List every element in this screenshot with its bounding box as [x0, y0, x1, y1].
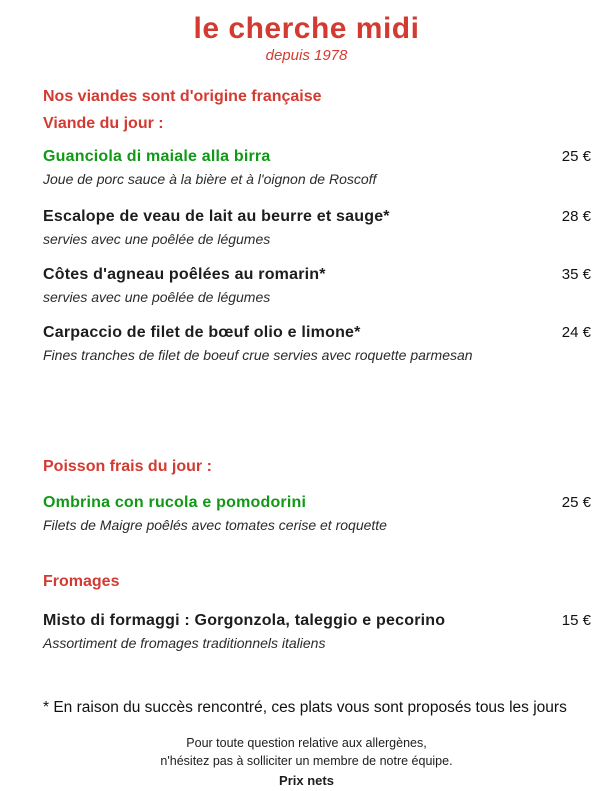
dish-name: Ombrina con rucola e pomodorini — [43, 494, 307, 511]
dish-price: 35 € — [561, 266, 591, 283]
dish-description: Filets de Maigre poêlés avec tomates cerise et roquette — [43, 517, 387, 533]
dish-description: Joue de porc sauce à la bière et à l'oignon de Roscoff — [43, 171, 377, 187]
allergen-note-line-1: Pour toute question relative aux allergènes, — [186, 736, 427, 750]
dish-name: Misto di formaggi : Gorgonzola, taleggio e pecorino — [43, 612, 446, 629]
daily-dishes-footnote: * En raison du succès rencontré, ces plats vous sont proposés tous les jours — [43, 699, 567, 716]
section-heading-viande-du-jour: Viande du jour : — [43, 115, 164, 132]
section-heading-fromages: Fromages — [43, 573, 120, 590]
dish-description: servies avec une poêlée de légumes — [43, 289, 271, 305]
dish-price: 25 € — [561, 494, 591, 511]
prix-nets-label: Prix nets — [279, 773, 334, 788]
dish-row-escalope — [43, 208, 591, 226]
dish-row-carpaccio — [43, 324, 591, 342]
dish-row-ombrina — [43, 494, 591, 512]
dish-description: Fines tranches de filet de boeuf crue servies avec roquette parmesan — [43, 347, 473, 363]
dish-row-guanciola — [43, 148, 591, 166]
dish-row-cotes-agneau — [43, 266, 591, 284]
dish-price: 24 € — [561, 324, 591, 341]
dish-name: Côtes d'agneau poêlées au romarin* — [43, 266, 326, 283]
allergen-note-line-2: n'hésitez pas à solliciter un membre de notre équipe. — [160, 754, 453, 768]
dish-price: 28 € — [561, 208, 591, 225]
dish-price: 25 € — [561, 148, 591, 165]
dish-description: Assortiment de fromages traditionnels italiens — [43, 635, 326, 651]
dish-name: Escalope de veau de lait au beurre et sauge* — [43, 208, 390, 225]
section-heading-poisson: Poisson frais du jour : — [43, 458, 212, 475]
dish-row-misto-formaggi — [43, 612, 591, 630]
restaurant-subtitle: depuis 1978 — [265, 47, 348, 64]
dish-description: servies avec une poêlée de légumes — [43, 231, 271, 247]
dish-name: Guanciola di maiale alla birra — [43, 148, 271, 165]
section-heading-origin-note: Nos viandes sont d'origine française — [43, 88, 322, 105]
dish-price: 15 € — [561, 612, 591, 629]
restaurant-title: le cherche midi — [193, 12, 420, 45]
dish-name: Carpaccio de filet de bœuf olio e limone* — [43, 324, 361, 341]
